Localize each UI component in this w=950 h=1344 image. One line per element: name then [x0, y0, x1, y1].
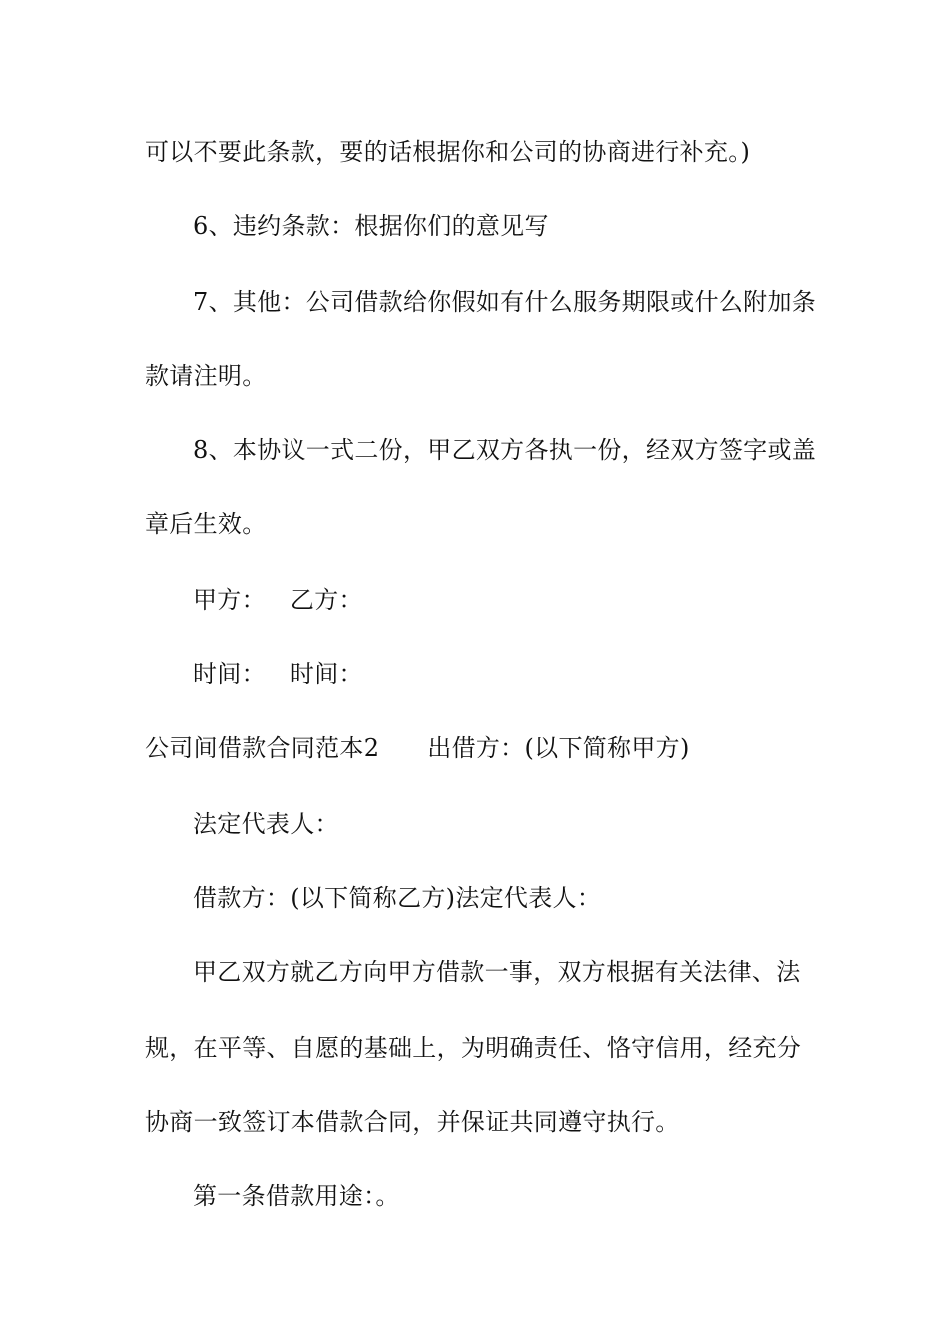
- section-heading-line: [145, 736, 690, 760]
- lender-label: 出借方：(以下简称甲方): [427, 734, 690, 762]
- paragraph-line: 章后生效。: [145, 510, 267, 538]
- signature-line-parties: [193, 588, 363, 612]
- paragraph-line: 可以不要此条款，要的话根据你和公司的协商进行补充。): [145, 138, 751, 166]
- paragraph-line: 协商一致签订本借款合同，并保证共同遵守执行。: [145, 1108, 680, 1136]
- paragraph-line: 款请注明。: [145, 362, 267, 390]
- time-label-b: 时间：: [289, 660, 363, 688]
- paragraph-line: 8、本协议一式二份，甲乙双方各执一份，经双方签字或盖: [193, 436, 817, 464]
- paragraph-line: 借款方：(以下简称乙方)法定代表人：: [193, 884, 602, 912]
- paragraph-line: 第一条借款用途：。: [193, 1182, 400, 1210]
- time-label-a: 时间：: [193, 660, 266, 688]
- section-title: 公司间借款合同范本2: [145, 734, 380, 762]
- signature-line-time: [193, 662, 363, 686]
- party-b-label: 乙方：: [289, 586, 363, 614]
- paragraph-line: 规，在平等、自愿的基础上，为明确责任、恪守信用，经充分: [145, 1034, 802, 1062]
- paragraph-line: 法定代表人：: [193, 810, 339, 838]
- paragraph-line: 6、违约条款：根据你们的意见写: [193, 212, 549, 240]
- party-a-label: 甲方：: [193, 586, 266, 614]
- paragraph-line: 甲乙双方就乙方向甲方借款一事，双方根据有关法律、法: [193, 958, 801, 986]
- paragraph-line: 7、其他：公司借款给你假如有什么服务期限或什么附加条: [193, 288, 817, 316]
